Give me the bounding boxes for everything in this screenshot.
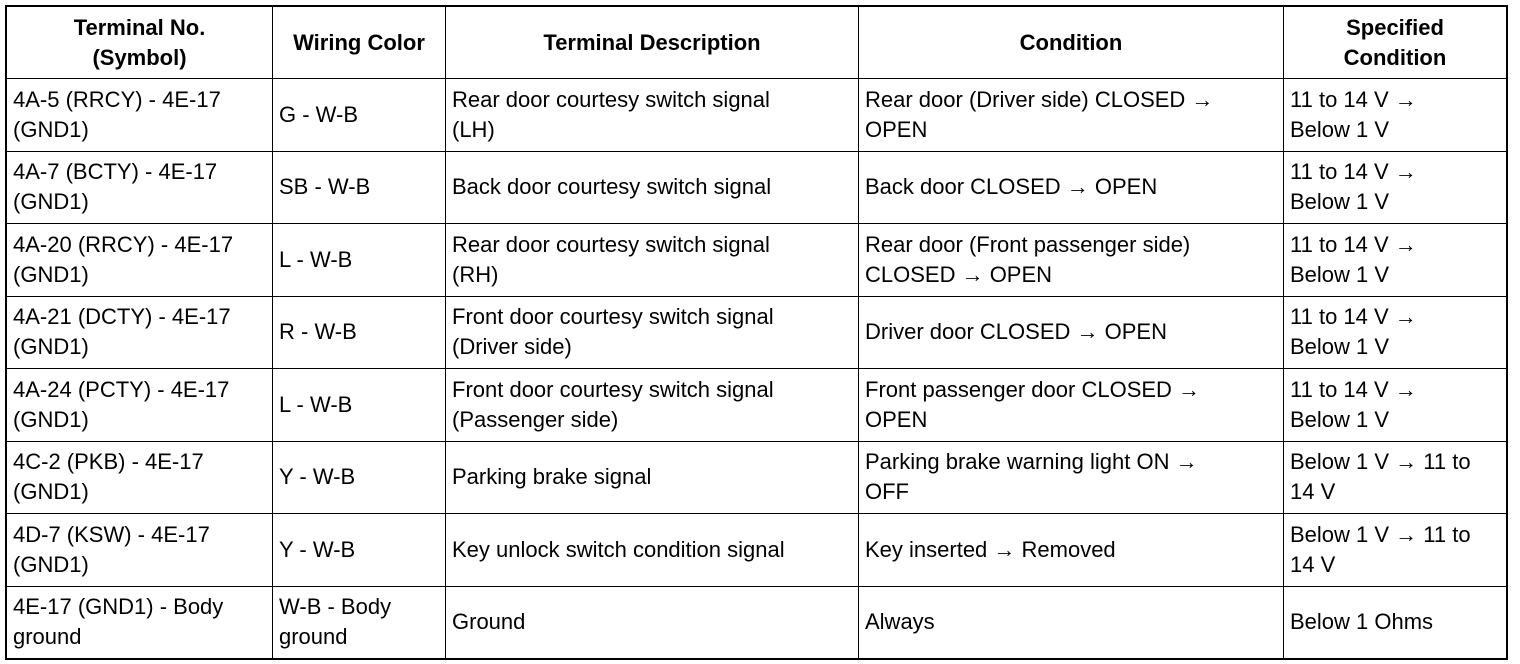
cell-line: 4C-2 (PKB) - 4E-17 (13, 449, 204, 475)
table-row (7, 441, 1507, 514)
cell-line: Key inserted → Removed (865, 536, 1116, 562)
cell-terminal-description (446, 441, 859, 514)
cell-line: ground (13, 624, 82, 650)
cell-line: 4A-21 (DCTY) - 4E-17 (13, 304, 231, 330)
cell-specified-condition (1284, 224, 1507, 297)
cell-specified-condition (1284, 514, 1507, 587)
cell-line: 4A-20 (RRCY) - 4E-17 (13, 231, 234, 257)
cell-wiring-color (273, 586, 446, 659)
cell-line: Rear door (Driver side) CLOSED → (865, 86, 1214, 112)
cell-line: Parking brake warning light ON → (865, 449, 1198, 475)
cell-line: 4A-24 (PCTY) - 4E-17 (13, 376, 230, 402)
cell-line: Below 1 Ohms (1290, 609, 1434, 635)
cell-terminal (7, 296, 273, 369)
cell-terminal-description (446, 79, 859, 152)
cell-wiring-color (273, 224, 446, 297)
cell-line: R - W-B (279, 319, 357, 345)
header-line: Specified (1346, 14, 1444, 40)
cell-wiring-color (273, 79, 446, 152)
cell-line: (GND1) (13, 261, 89, 287)
cell-line: Rear door (Front passenger side) (865, 231, 1191, 257)
cell-line: (LH) (452, 116, 495, 142)
cell-wiring-color (273, 369, 446, 442)
header-wiring-color (273, 7, 446, 79)
cell-terminal (7, 369, 273, 442)
cell-line: (RH) (452, 261, 499, 287)
cell-line: CLOSED → OPEN (865, 261, 1053, 287)
cell-line: Below 1 V (1290, 334, 1390, 360)
cell-terminal (7, 224, 273, 297)
cell-wiring-color (273, 296, 446, 369)
cell-specified-condition (1284, 441, 1507, 514)
cell-line: Rear door courtesy switch signal (452, 86, 770, 112)
cell-line: Below 1 V (1290, 406, 1390, 432)
cell-specified-condition (1284, 151, 1507, 224)
cell-line: 4D-7 (KSW) - 4E-17 (13, 521, 210, 547)
cell-specified-condition (1284, 296, 1507, 369)
cell-line: Front passenger door CLOSED → (865, 376, 1201, 402)
cell-condition (859, 586, 1284, 659)
cell-condition (859, 296, 1284, 369)
table-row (7, 224, 1507, 297)
cell-condition (859, 514, 1284, 587)
cell-line: Y - W-B (279, 536, 356, 562)
cell-line: OFF (865, 479, 909, 505)
table-header (7, 7, 1507, 79)
cell-terminal (7, 151, 273, 224)
terminal-spec-table (6, 6, 1507, 659)
cell-terminal (7, 514, 273, 587)
cell-line: W-B - Body (279, 594, 392, 620)
cell-terminal (7, 79, 273, 152)
cell-line: SB - W-B (279, 174, 371, 200)
table-row (7, 79, 1507, 152)
cell-specified-condition (1284, 586, 1507, 659)
cell-line: 4A-5 (RRCY) - 4E-17 (13, 86, 221, 112)
cell-line: Back door courtesy switch signal (452, 174, 772, 200)
cell-line: Front door courtesy switch signal (452, 304, 774, 330)
cell-line: OPEN (865, 406, 928, 432)
header-specified-condition (1284, 7, 1507, 79)
cell-line: Always (865, 609, 935, 635)
cell-specified-condition (1284, 79, 1507, 152)
cell-line: (GND1) (13, 189, 89, 215)
cell-terminal-description (446, 514, 859, 587)
cell-line: (Driver side) (452, 334, 572, 360)
cell-line: 14 V (1290, 551, 1336, 577)
cell-line: 4E-17 (GND1) - Body (13, 594, 224, 620)
cell-line: (GND1) (13, 479, 89, 505)
table-row (7, 514, 1507, 587)
cell-line: Rear door courtesy switch signal (452, 231, 770, 257)
header-line: Terminal No. (73, 14, 206, 40)
header-row (7, 7, 1507, 79)
cell-terminal-description (446, 296, 859, 369)
cell-line: (GND1) (13, 551, 89, 577)
cell-line: Below 1 V → 11 to (1290, 521, 1471, 547)
cell-line: OPEN (865, 116, 928, 142)
header-terminal-no (7, 7, 273, 79)
cell-condition (859, 369, 1284, 442)
cell-specified-condition (1284, 369, 1507, 442)
cell-wiring-color (273, 514, 446, 587)
table-row (7, 296, 1507, 369)
header-line: Terminal Description (543, 29, 761, 55)
cell-line: 11 to 14 V → (1290, 159, 1417, 185)
cell-line: L - W-B (279, 391, 353, 417)
cell-condition (859, 79, 1284, 152)
cell-terminal (7, 586, 273, 659)
cell-condition (859, 151, 1284, 224)
table-row (7, 151, 1507, 224)
cell-terminal (7, 441, 273, 514)
header-terminal-description (446, 7, 859, 79)
header-condition (859, 7, 1284, 79)
cell-line: Below 1 V (1290, 116, 1390, 142)
cell-line: Y - W-B (279, 464, 356, 490)
cell-line: (GND1) (13, 116, 89, 142)
header-line: Wiring Color (293, 29, 425, 55)
cell-terminal-description (446, 151, 859, 224)
cell-line: Key unlock switch condition signal (452, 536, 785, 562)
cell-line: Back door CLOSED → OPEN (865, 174, 1158, 200)
cell-terminal-description (446, 369, 859, 442)
cell-line: (GND1) (13, 334, 89, 360)
header-line: Condition (1343, 44, 1447, 70)
cell-condition (859, 224, 1284, 297)
cell-line: G - W-B (279, 101, 359, 127)
cell-terminal-description (446, 224, 859, 297)
cell-line: 4A-7 (BCTY) - 4E-17 (13, 159, 218, 185)
cell-line: 11 to 14 V → (1290, 86, 1417, 112)
cell-line: 14 V (1290, 479, 1336, 505)
cell-line: Below 1 V → 11 to (1290, 449, 1471, 475)
table-row (7, 369, 1507, 442)
header-line: Condition (1019, 29, 1123, 55)
cell-line: Ground (452, 609, 526, 635)
header-line: (Symbol) (92, 44, 187, 70)
cell-line: ground (279, 624, 348, 650)
cell-line: Front door courtesy switch signal (452, 376, 774, 402)
table-body (7, 79, 1507, 659)
cell-line: 11 to 14 V → (1290, 376, 1417, 402)
cell-line: L - W-B (279, 246, 353, 272)
cell-wiring-color (273, 151, 446, 224)
cell-line: Parking brake signal (452, 464, 652, 490)
cell-line: 11 to 14 V → (1290, 231, 1417, 257)
cell-line: (Passenger side) (452, 406, 619, 432)
table-row (7, 586, 1507, 659)
cell-line: Below 1 V (1290, 189, 1390, 215)
cell-line: 11 to 14 V → (1290, 304, 1417, 330)
cell-wiring-color (273, 441, 446, 514)
cell-terminal-description (446, 586, 859, 659)
cell-line: Driver door CLOSED → OPEN (865, 319, 1167, 345)
cell-line: Below 1 V (1290, 261, 1390, 287)
cell-condition (859, 441, 1284, 514)
cell-line: (GND1) (13, 406, 89, 432)
